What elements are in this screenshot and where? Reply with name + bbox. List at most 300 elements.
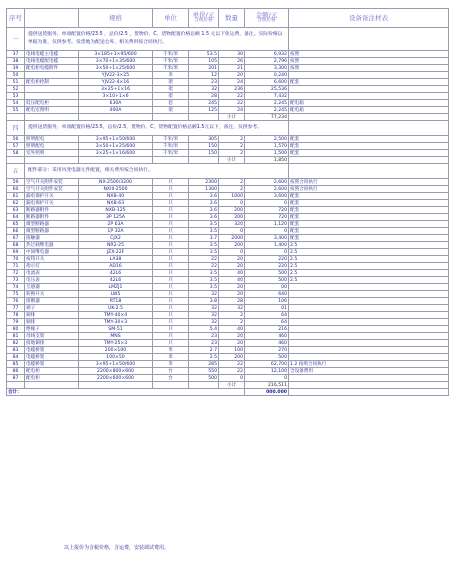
- table-cell: [25, 86, 79, 93]
- table-cell: 26: [219, 58, 245, 65]
- table-cell: 2: [219, 319, 245, 326]
- table-cell: 71: [7, 263, 25, 270]
- table-cell: 50: [7, 72, 25, 79]
- table-cell: 270: [245, 347, 289, 354]
- table-row: [7, 347, 449, 354]
- section-description: 提供送货服务，单项配置价格/23.5，总价/2.5，货物价、C，货物配置价格总额1.5元以下，备注，仅供参考。: [25, 121, 289, 136]
- table-cell: 2,500: [245, 136, 289, 143]
- table-cell: 0: [219, 228, 245, 235]
- table-cell: 中间继电器: [25, 249, 79, 256]
- table-cell: 3,600: [245, 193, 289, 200]
- table-row: [7, 368, 449, 375]
- table-cell: 只: [153, 242, 189, 249]
- table-cell: [289, 354, 449, 361]
- table-row: [7, 143, 449, 150]
- table-cell: 63: [7, 207, 25, 214]
- table-cell: 配套: [289, 136, 449, 143]
- table-cell: 米: [153, 347, 189, 354]
- table-cell: 端子: [25, 305, 79, 312]
- table-cell: 200: [219, 214, 245, 221]
- table-cell: 2: [219, 186, 245, 193]
- table-cell: 电缆桥架: [25, 361, 79, 368]
- table-cell: 3.5: [189, 284, 219, 291]
- subtotal-value: 77,234: [245, 114, 289, 121]
- table-cell: 配电柜控制: [25, 79, 79, 86]
- table-cell: 150: [189, 143, 219, 150]
- table-cell: 460: [245, 333, 289, 340]
- table-cell: 千米/米: [153, 150, 189, 157]
- table-cell: 只: [153, 277, 189, 284]
- table-cell: 2.5: [189, 354, 219, 361]
- table-cell: 2,600: [245, 179, 289, 186]
- header-no: 序号: [7, 9, 25, 28]
- section-row: [7, 121, 449, 136]
- table-cell: [289, 114, 449, 121]
- table-cell: 23: [189, 79, 219, 86]
- table-cell: 3×95+1×50/600: [79, 136, 153, 143]
- table-row: [7, 193, 449, 200]
- table-cell: 只: [153, 319, 189, 326]
- table-cell: 640: [245, 291, 289, 298]
- table-cell: 1,120: [245, 221, 289, 228]
- table-cell: UK-2.5: [79, 305, 153, 312]
- table-cell: 2.5: [289, 249, 449, 256]
- table-cell: 2.5: [289, 277, 449, 284]
- table-cell: 只: [153, 221, 189, 228]
- table-cell: 配套: [289, 228, 449, 235]
- table-cell: [289, 389, 449, 396]
- table-cell: 20: [219, 256, 245, 263]
- table-cell: 空气开关附件安装: [25, 179, 79, 186]
- table-cell: 150: [189, 150, 219, 157]
- header-spec-blank: [25, 9, 79, 28]
- table-cell: 只: [153, 263, 189, 270]
- table-cell: 500: [189, 375, 219, 382]
- table-cell: 2.5: [289, 256, 449, 263]
- table-cell: 42L6: [79, 277, 153, 284]
- table-cell: 236: [219, 86, 245, 93]
- table-cell: 套: [153, 100, 189, 107]
- table-cell: 500: [245, 354, 289, 361]
- table-cell: 1,500: [245, 150, 289, 157]
- subtotal-row: [7, 114, 449, 121]
- table-row: [7, 326, 449, 333]
- table-cell: 含设备费用: [289, 368, 449, 375]
- table-cell: 按钮开关: [25, 256, 79, 263]
- table-cell: 3×185+1×95/600: [79, 51, 153, 58]
- table-cell: 65: [7, 221, 25, 228]
- table-cell: 2200×600×600: [79, 375, 153, 382]
- table-cell: [189, 382, 219, 389]
- table-row: [7, 136, 449, 143]
- table-cell: 3.6: [189, 207, 219, 214]
- table-cell: 只: [153, 340, 189, 347]
- table-cell: 台: [153, 368, 189, 375]
- table-row: [7, 186, 449, 193]
- table-cell: 64: [7, 214, 25, 221]
- table-cell: 39: [7, 65, 25, 72]
- table-cell: [289, 93, 449, 100]
- table-cell: 配电柜: [25, 368, 79, 375]
- table-cell: 59: [7, 179, 25, 186]
- table-cell: TMY-40×4: [79, 312, 153, 319]
- table-cell: 按照合同执行: [289, 179, 449, 186]
- table-cell: JZX-22F: [79, 249, 153, 256]
- table-cell: 40: [219, 326, 245, 333]
- table-cell: [7, 157, 25, 164]
- table-cell: 80: [7, 326, 25, 333]
- table-row: [7, 72, 449, 79]
- table-cell: 0: [245, 200, 289, 207]
- table-cell: 2: [219, 150, 245, 157]
- total-label: 合计：: [7, 389, 245, 396]
- table-cell: 米: [153, 354, 189, 361]
- table-cell: 5.4: [189, 326, 219, 333]
- table-cell: 60: [7, 186, 25, 193]
- table-cell: 热过载继电器: [25, 242, 79, 249]
- table-cell: 2,796: [245, 58, 289, 65]
- table-cell: 断路器附件: [25, 207, 79, 214]
- table-cell: 2P 63A: [79, 221, 153, 228]
- table-cell: NR2-25: [79, 242, 153, 249]
- table-row: [7, 235, 449, 242]
- table-cell: [289, 382, 449, 389]
- table-cell: 21: [219, 65, 245, 72]
- table-cell: 按照: [289, 65, 449, 72]
- table-cell: 37: [7, 51, 25, 58]
- table-cell: [289, 333, 449, 340]
- table-row: [7, 79, 449, 86]
- table-cell: 2.5: [289, 242, 449, 249]
- table-row: [7, 65, 449, 72]
- total-row: [7, 389, 449, 396]
- table-cell: 79: [7, 319, 25, 326]
- table-row: [7, 221, 449, 228]
- table-cell: 70: [7, 256, 25, 263]
- table-cell: RT18: [79, 298, 153, 305]
- header-spec: 规格: [79, 9, 153, 28]
- table-cell: 32: [189, 86, 219, 93]
- table-cell: 220: [245, 263, 289, 270]
- table-cell: 460: [245, 340, 289, 347]
- table-row: [7, 333, 449, 340]
- header-qty: 数量: [219, 9, 245, 28]
- table-cell: 22: [219, 361, 245, 368]
- table-cell: [289, 86, 449, 93]
- table-cell: 200: [219, 242, 245, 249]
- table-cell: 32: [189, 305, 219, 312]
- subtotal-value: 1,850: [245, 157, 289, 164]
- table-row: [7, 270, 449, 277]
- table-row: [7, 200, 449, 207]
- table-cell: 83: [7, 347, 25, 354]
- table-cell: 77: [7, 305, 25, 312]
- table-cell: 3.5: [189, 221, 219, 228]
- table-cell: 电缆桥架: [25, 354, 79, 361]
- table-cell: 305: [189, 136, 219, 143]
- table-cell: 38: [7, 58, 25, 65]
- table-cell: 2300: [189, 179, 219, 186]
- table-cell: [79, 114, 153, 121]
- table-cell: [25, 114, 79, 121]
- table-cell: [289, 347, 449, 354]
- table-cell: 1000: [219, 193, 245, 200]
- table-cell: TMY-25×3: [79, 340, 153, 347]
- table-cell: 配套: [289, 207, 449, 214]
- table-cell: 低压配电柜: [25, 100, 79, 107]
- table-cell: 3P 125A: [79, 214, 153, 221]
- table-cell: 只: [153, 312, 189, 319]
- table-cell: 630A: [79, 100, 153, 107]
- table-cell: 7,432: [245, 93, 289, 100]
- table-cell: 720: [245, 207, 289, 214]
- table-cell: 3×25+1×16: [79, 86, 153, 93]
- table-cell: 30: [219, 51, 245, 58]
- table-cell: 64: [245, 312, 289, 319]
- table-cell: 2.5: [289, 263, 449, 270]
- section-description: 配件部分：采用风变电器元件配置，相关费用按合同执行。: [25, 164, 289, 179]
- table-row: [7, 361, 449, 368]
- table-row: [7, 291, 449, 298]
- table-cell: [25, 93, 79, 100]
- subtotal-row: [7, 157, 449, 164]
- table-cell: 62,700: [245, 361, 289, 368]
- table-cell: 配电室照明: [25, 107, 79, 114]
- table-cell: 只: [153, 333, 189, 340]
- table-cell: 3×50+1×25/600: [79, 143, 153, 150]
- header-row: [7, 9, 449, 28]
- table-cell: 千米/米: [153, 58, 189, 65]
- quote-table: [6, 8, 449, 396]
- table-row: [7, 375, 449, 382]
- table-cell: 3,400: [245, 235, 289, 242]
- table-cell: [289, 284, 449, 291]
- table-cell: 73: [7, 277, 25, 284]
- table-cell: 2.5: [289, 270, 449, 277]
- table-cell: 22: [189, 263, 219, 270]
- table-cell: 漏电保护开关: [25, 193, 79, 200]
- table-cell: 配套: [289, 221, 449, 228]
- section-row: [7, 164, 449, 179]
- table-cell: 只: [153, 193, 189, 200]
- table-cell: 28: [189, 93, 219, 100]
- table-cell: 20: [219, 340, 245, 347]
- section-number: 四: [7, 121, 25, 136]
- table-row: [7, 277, 449, 284]
- table-cell: 22: [219, 93, 245, 100]
- table-cell: 78: [7, 312, 25, 319]
- table-cell: 320: [219, 221, 245, 228]
- table-cell: NXB-40: [79, 193, 153, 200]
- table-cell: 电流表: [25, 270, 79, 277]
- table-cell: 只: [153, 256, 189, 263]
- table-cell: 106: [245, 298, 289, 305]
- table-cell: 台: [153, 375, 189, 382]
- table-cell: 61: [7, 193, 25, 200]
- table-cell: 3.7: [189, 235, 219, 242]
- header-amount: 金额/元 含税价格: [245, 9, 289, 28]
- table-cell: [289, 157, 449, 164]
- table-cell: 铜排: [25, 312, 79, 319]
- section-number: 一: [7, 28, 25, 51]
- table-cell: SM-51: [79, 326, 153, 333]
- table-cell: [25, 72, 79, 79]
- table-cell: 200×100: [79, 347, 153, 354]
- table-cell: 6,600: [245, 79, 289, 86]
- table-cell: 配套: [289, 200, 449, 207]
- table-cell: 2: [219, 136, 245, 143]
- table-cell: 53.5: [189, 51, 219, 58]
- table-cell: [153, 114, 189, 121]
- table-cell: [7, 114, 25, 121]
- table-cell: 架: [153, 93, 189, 100]
- table-cell: 3.5: [189, 277, 219, 284]
- table-cell: 53: [7, 93, 25, 100]
- table-cell: 2: [219, 312, 245, 319]
- table-cell: 400A: [79, 107, 153, 114]
- table-cell: 电压表: [25, 277, 79, 284]
- table-cell: 配套: [289, 235, 449, 242]
- table-cell: [289, 375, 449, 382]
- table-cell: 76: [7, 298, 25, 305]
- table-cell: 2000: [219, 235, 245, 242]
- table-cell: 1,570: [245, 143, 289, 150]
- subtotal-label: 小计: [219, 114, 245, 121]
- table-row: [7, 51, 449, 58]
- table-cell: 201: [189, 65, 219, 72]
- table-cell: 2,245: [245, 107, 289, 114]
- table-cell: 铜排: [25, 319, 79, 326]
- table-cell: 22: [219, 100, 245, 107]
- table-cell: [289, 28, 449, 51]
- table-cell: [289, 312, 449, 319]
- table-cell: 81: [7, 333, 25, 340]
- table-cell: 3×25+1×16/600: [79, 150, 153, 157]
- table-cell: 只: [153, 249, 189, 256]
- table-row: [7, 228, 449, 235]
- table-cell: 55: [7, 107, 25, 114]
- section-description: 提供送货服务，单项配置价格/23.5 ，总价/2.5 ，货物价、C，货物配置价格总额 1.5 元以下免运费，备注。实际价格以单据为准，仅供参考。发货地为配送仓库，相关费用按合同执行。: [25, 28, 289, 51]
- table-cell: 0: [245, 228, 289, 235]
- table-cell: 24: [219, 79, 245, 86]
- table-cell: [79, 382, 153, 389]
- table-cell: NX-2500/3200: [79, 179, 153, 186]
- table-cell: 125: [189, 107, 219, 114]
- table-cell: 32: [189, 291, 219, 298]
- table-cell: [25, 157, 79, 164]
- table-row: [7, 214, 449, 221]
- table-cell: 86: [7, 368, 25, 375]
- table-cell: 32: [219, 305, 245, 312]
- quote-sheet: [6, 8, 448, 396]
- subtotal-label: 小计: [219, 157, 245, 164]
- table-cell: 0: [245, 375, 289, 382]
- table-cell: 66: [7, 228, 25, 235]
- table-cell: [289, 305, 449, 312]
- table-cell: 1P 32A: [79, 228, 153, 235]
- table-row: [7, 249, 449, 256]
- table-cell: 0: [245, 249, 289, 256]
- table-row: [7, 179, 449, 186]
- table-cell: [289, 298, 449, 305]
- table-cell: 22: [189, 256, 219, 263]
- table-cell: 1,400: [245, 242, 289, 249]
- table-row: [7, 150, 449, 157]
- table-cell: 照明配电: [25, 136, 79, 143]
- table-cell: 74: [7, 284, 25, 291]
- table-cell: 只: [153, 207, 189, 214]
- table-row: [7, 86, 449, 93]
- table-row: [7, 305, 449, 312]
- table-cell: 空气开关附件安装: [25, 186, 79, 193]
- table-cell: 只: [153, 200, 189, 207]
- table-cell: 电线电缆配电缆: [25, 58, 79, 65]
- table-cell: 216: [245, 326, 289, 333]
- table-cell: 按照合同执行: [289, 186, 449, 193]
- table-cell: 245: [189, 100, 219, 107]
- table-cell: [289, 291, 449, 298]
- table-cell: 67: [7, 235, 25, 242]
- table-cell: 2,245: [245, 100, 289, 107]
- table-cell: 配套: [289, 193, 449, 200]
- table-cell: 2.7: [189, 347, 219, 354]
- table-cell: 25,536: [245, 86, 289, 93]
- table-row: [7, 242, 449, 249]
- table-cell: 285: [189, 361, 219, 368]
- table-row: [7, 58, 449, 65]
- table-cell: 3×10+1×6: [79, 93, 153, 100]
- table-row: [7, 107, 449, 114]
- table-cell: 只: [153, 284, 189, 291]
- table-row: [7, 263, 449, 270]
- table-cell: 550: [189, 368, 219, 375]
- table-cell: 配套: [289, 214, 449, 221]
- table-cell: 500: [245, 270, 289, 277]
- table-cell: 720: [245, 214, 289, 221]
- table-cell: LA38: [79, 256, 153, 263]
- table-cell: TMY-30×3: [79, 319, 153, 326]
- table-row: [7, 354, 449, 361]
- table-row: [7, 319, 449, 326]
- table-cell: 转换开关: [25, 291, 79, 298]
- table-cell: 23: [189, 340, 219, 347]
- table-cell: 68: [7, 242, 25, 249]
- table-row: [7, 207, 449, 214]
- table-cell: 75: [7, 291, 25, 298]
- table-cell: [289, 72, 449, 79]
- table-cell: 0: [219, 249, 245, 256]
- table-cell: 6,932: [245, 51, 289, 58]
- table-cell: 32: [189, 312, 219, 319]
- table-cell: 千米/米: [153, 65, 189, 72]
- table-cell: 42L6: [79, 270, 153, 277]
- table-cell: 微型断路器: [25, 228, 79, 235]
- table-cell: 只: [153, 291, 189, 298]
- table-row: [7, 93, 449, 100]
- table-cell: 漏电保护开关: [25, 200, 79, 207]
- table-cell: 1300: [189, 186, 219, 193]
- table-cell: 只: [153, 235, 189, 242]
- table-cell: 56: [7, 136, 25, 143]
- table-cell: [189, 157, 219, 164]
- table-cell: CJX2: [79, 235, 153, 242]
- table-cell: 3.6: [189, 214, 219, 221]
- table-cell: 配套: [289, 143, 449, 150]
- table-cell: 20: [219, 72, 245, 79]
- table-cell: 28: [219, 298, 245, 305]
- table-cell: 3×50+1×25/600: [79, 65, 153, 72]
- table-cell: 按照: [289, 58, 449, 65]
